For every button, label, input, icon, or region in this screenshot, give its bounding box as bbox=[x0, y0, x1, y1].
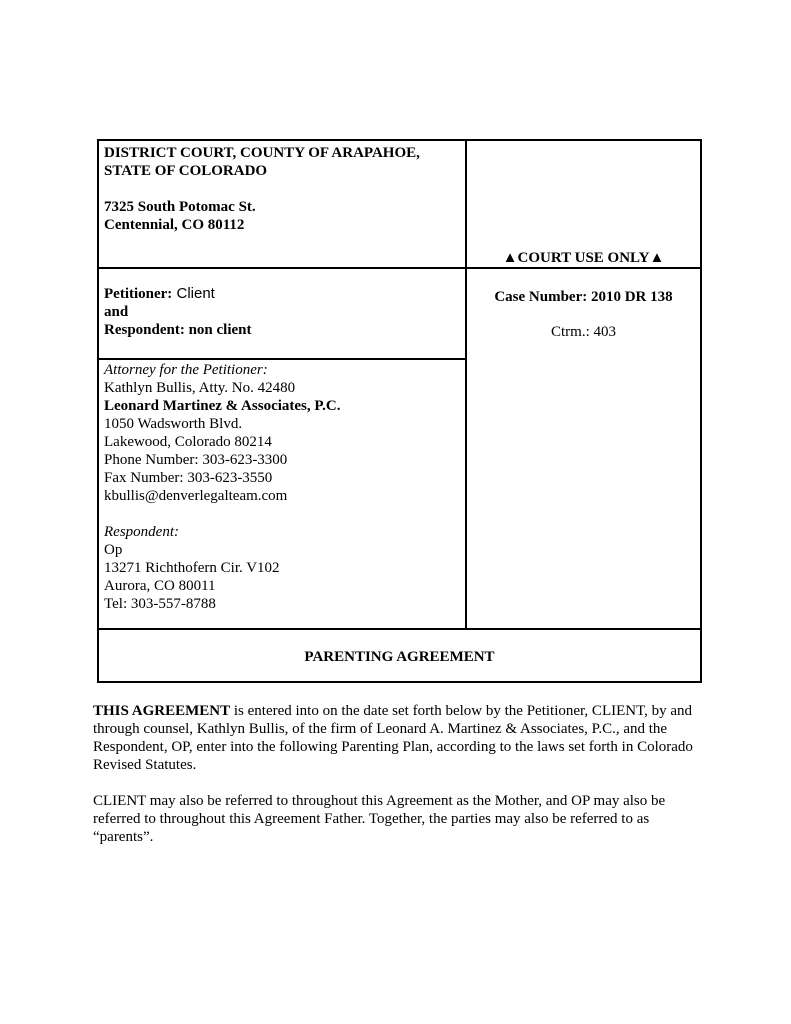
caption-row-divider-2 bbox=[99, 358, 467, 360]
attorney-block bbox=[104, 361, 341, 613]
respondent-heading: Respondent: bbox=[104, 524, 179, 540]
attorney-fax: Fax Number: 303-623-3550 bbox=[104, 470, 273, 486]
document-title: PARENTING AGREEMENT bbox=[304, 649, 495, 665]
agreement-lead: THIS AGREEMENT bbox=[93, 703, 231, 719]
court-address-street: 7325 South Potomac St. bbox=[104, 199, 256, 215]
caption-row-divider-1 bbox=[99, 267, 700, 269]
respondent-city: Aurora, CO 80011 bbox=[104, 578, 216, 594]
attorney-firm: Leonard Martinez & Associates, P.C. bbox=[104, 398, 341, 414]
attorney-phone: Phone Number: 303-623-3300 bbox=[104, 452, 288, 468]
petitioner-value: Client bbox=[172, 285, 215, 302]
parties-block bbox=[104, 285, 252, 339]
case-number-block bbox=[467, 288, 700, 341]
court-info bbox=[104, 144, 420, 234]
attorney-name: Kathlyn Bullis, Atty. No. 42480 bbox=[104, 380, 296, 396]
agreement-paragraph-2: CLIENT may also be referred to throughout this Agreement as the Mother, and OP may also be referred to throughout this Agreement Father. Together, the parties may also be referred to as “parents”. bbox=[93, 793, 666, 845]
case-number: Case Number: 2010 DR 138 bbox=[494, 289, 673, 305]
respondent-name: Op bbox=[104, 542, 123, 558]
attorney-city: Lakewood, Colorado 80214 bbox=[104, 434, 272, 450]
case-caption-table bbox=[97, 139, 702, 683]
court-address-city: Centennial, CO 80112 bbox=[104, 217, 245, 233]
caption-column-divider bbox=[465, 141, 467, 629]
respondent-label: Respondent: non client bbox=[104, 322, 252, 338]
courtroom: Ctrm.: 403 bbox=[550, 324, 616, 340]
respondent-street: 13271 Richthofern Cir. V102 bbox=[104, 560, 280, 576]
agreement-paragraph-1-text: is entered into on the date set forth below by the Petitioner, CLIENT, by and through counsel, Kathlyn Bullis, of the firm of Leonard A. Martinez & Associates, P.C., and the Respondent, OP, enter into the following Parenting Plan, according to the laws set forth in Colorado Revised Statutes. bbox=[93, 703, 693, 773]
agreement-paragraph-1 bbox=[93, 702, 701, 774]
petitioner-label: Petitioner: bbox=[104, 286, 173, 302]
court-name-line-2: STATE OF COLORADO bbox=[104, 163, 268, 179]
court-use-only-label: ▲COURT USE ONLY▲ bbox=[502, 250, 665, 266]
attorney-street: 1050 Wadsworth Blvd. bbox=[104, 416, 243, 432]
respondent-tel: Tel: 303-557-8788 bbox=[104, 596, 216, 612]
caption-row-divider-3 bbox=[99, 628, 700, 630]
attorney-heading: Attorney for the Petitioner: bbox=[104, 362, 268, 378]
court-name-line-1: DISTRICT COURT, COUNTY OF ARAPAHOE, bbox=[104, 145, 420, 161]
and-label: and bbox=[104, 304, 129, 320]
attorney-email: kbullis@denverlegalteam.com bbox=[104, 488, 288, 504]
